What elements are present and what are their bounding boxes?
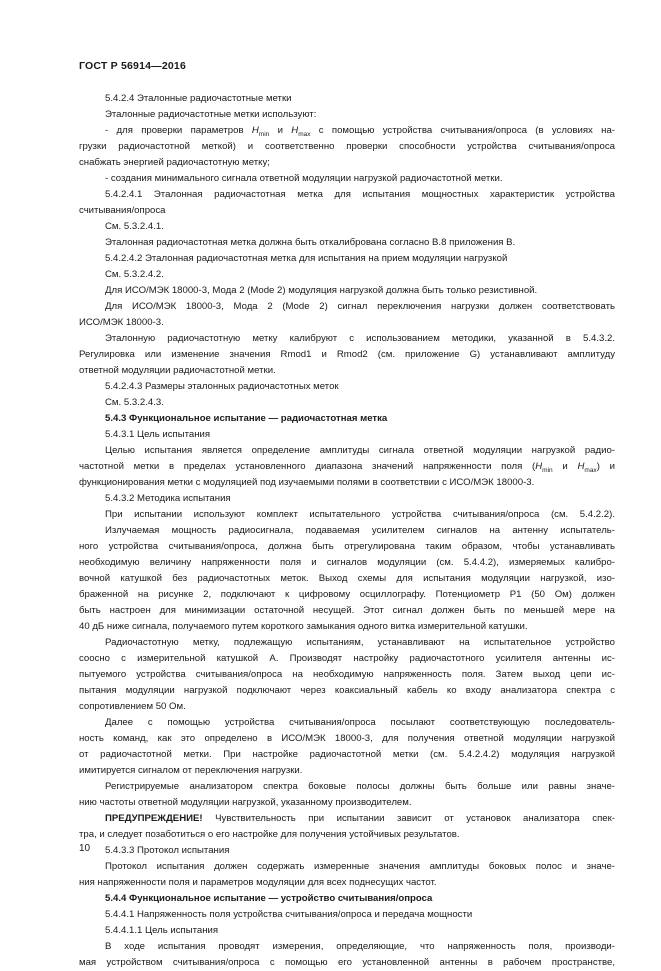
text-line: Целью испытания является определение амплитуды сигнала ответной модуляции нагрузкой радио- xyxy=(105,445,615,456)
text-line: ния напряженности поля и параметров модуляции для всех поднесущих частот. xyxy=(79,877,437,888)
text-line: 5.4.4.1.1 Цель испытания xyxy=(105,925,219,936)
text-line: Эталонную радиочастотную метку калибруют с использованием методики, указанной в 5.4.3.2. xyxy=(105,333,615,344)
text-line: - создания минимального сигнала ответной модуляции нагрузкой радиочастотной метки. xyxy=(105,173,503,184)
text-line: В ходе испытания проводят измерения, определяющие, что напряженность поля, производи- xyxy=(105,941,615,952)
text-line: ного устройства считывания/опроса, должна быть отрегулирована таким образом, чтобы устанавливать xyxy=(79,541,615,552)
text-line: ность команд, как это определено в ИСО/МЭК 18000-3, для получения ответной модуляции нагрузкой xyxy=(79,733,615,744)
text-line: мая устройством считывания/опроса с помощью его установленной антенны в рабочем пространстве, xyxy=(79,957,615,968)
text-line: быть настроен для минимизации остаточной несущей. Этот сигнал должен быть по меньшей мере на xyxy=(79,605,615,616)
text-line: пытания модуляции нагрузкой подключают через коаксиальный кабель ко входу анализатора спектра с xyxy=(79,685,615,696)
text-line: 5.4.3.1 Цель испытания xyxy=(105,429,211,440)
text-line: сопротивлением 50 Ом. xyxy=(79,701,186,712)
text-line: 5.4.2.4 Эталонные радиочастотные метки xyxy=(105,93,292,104)
text-line: ответной модуляции радиочастотной метки. xyxy=(79,365,276,376)
page-number: 10 xyxy=(79,843,91,854)
text-line: снабжать энергией радиочастотную метку; xyxy=(79,157,270,168)
document-body xyxy=(79,91,615,971)
text-line: необходимую величину напряженности поля и сигналов модуляции (см. 5.4.4.2), измеряемых калибро- xyxy=(79,557,615,568)
text-line: пытуемого устройства считывания/опроса на необходимую напряженность поля. Затем выход цепи ис- xyxy=(79,669,615,680)
text-line: 5.4.2.4.3 Размеры эталонных радиочастотных меток xyxy=(105,381,339,392)
text-line: Регистрируемые анализатором спектра боковые полосы должны быть больше или равны значе- xyxy=(105,781,615,792)
text-line: - для проверки параметров $H_{min}$ и $H_{max}$ с помощью устройства считывания/опроса (в условиях на- xyxy=(105,125,615,138)
text-line: 5.4.2.4.2 Эталонная радиочастотная метка для испытания на прием модуляции нагрузкой xyxy=(105,253,508,264)
text-line: При испытании используют комплект испытательного устройства считывания/опроса (см. 5.4.2.2). xyxy=(105,509,615,520)
text-line: Регулировка или изменение значения Rmod1 и Rmod2 (см. приложение G) устанавливают амплитуду xyxy=(79,349,615,360)
text-line: считывания/опроса xyxy=(79,205,166,216)
text-line: функционирования метки с модуляцией под изучаемыми полями в соответствии с ИСО/МЭК 18000-3. xyxy=(79,477,535,488)
text-line: тра, и следует позаботиться о его настройке для получения устойчивых результатов. xyxy=(79,829,460,840)
text-line: Эталонная радиочастотная метка должна быть откалибрована согласно В.8 приложения В. xyxy=(105,237,516,248)
text-line: нию частоты ответной модуляции нагрузкой, указанному производителем. xyxy=(79,797,412,808)
text-line: 5.4.4 Функциональное испытание — устройство считывания/опроса xyxy=(105,893,433,904)
text-line: Для ИСО/МЭК 18000-3, Мода 2 (Mode 2) модуляция нагрузкой должна быть только резистивной. xyxy=(105,285,538,296)
document-header: ГОСТ Р 56914—2016 xyxy=(79,60,187,72)
text-line: грузки радиочастотной меткой) и соответственно проверки способности устройства считывания/опроса xyxy=(79,141,615,152)
text-line: 5.4.3.2 Методика испытания xyxy=(105,493,231,504)
text-line: ИСО/МЭК 18000-3. xyxy=(79,317,164,328)
text-line: См. 5.3.2.4.1. xyxy=(105,221,164,232)
text-line: 40 дБ ниже сигнала, получаемого путем короткого замыкания одного витка измерительной катушки. xyxy=(79,621,528,632)
text-line: 5.4.4.1 Напряженность поля устройства считывания/опроса и передача мощности xyxy=(105,909,473,920)
text-line: Излучаемая мощность радиосигнала, подаваемая усилителем сигналов на антенну испытатель- xyxy=(105,525,615,536)
text-line: браженной на рисунке 2, подключают к цифровому осциллографу. Потенциометр P1 (50 Ом) должен xyxy=(79,589,615,600)
text-line: 5.4.3 Функциональное испытание — радиочастотная метка xyxy=(105,413,388,424)
text-line: частотной метки в пределах установленного диапазона значений напряженности поля ($H_{min}$ и $H_{max}$) и xyxy=(79,461,615,474)
text-line: См. 5.3.2.4.2. xyxy=(105,269,164,280)
text-line: 5.4.3.3 Протокол испытания xyxy=(105,845,230,856)
text-line: См. 5.3.2.4.3. xyxy=(105,397,164,408)
text-line: соосно с измерительной катушкой А. Производят настройку радиочастотного усилителя антенны ис- xyxy=(79,653,615,664)
text-line: Эталонные радиочастотные метки используют: xyxy=(105,109,317,120)
text-line: Радиочастотную метку, подлежащую испытаниям, устанавливают на испытательное устройство xyxy=(105,637,615,648)
text-line: 5.4.2.4.1 Эталонная радиочастотная метка для испытания мощностных характеристик устройства xyxy=(105,189,615,200)
text-line: Для ИСО/МЭК 18000-3, Мода 2 (Mode 2) сигнал переключения нагрузки должен соответствовать xyxy=(105,301,615,312)
text-line: Протокол испытания должен содержать измеренные значения амплитуды боковых полос и значе- xyxy=(105,861,615,872)
text-line: Далее с помощью устройства считывания/опроса посылают соответствующую последователь- xyxy=(105,717,615,728)
text-line: от радиочастотной метки. При настройке радиочастотной метки (см. 5.4.2.4.2) модуляция нагрузкой xyxy=(79,749,615,760)
text-line: ПРЕДУПРЕЖДЕНИЕ! Чувствительность при испытании зависит от установок анализатора спек- xyxy=(105,813,615,824)
text-line: имитируется сигналом от переключения нагрузки. xyxy=(79,765,303,776)
text-line: вочной катушкой без радиочастотных меток. Выход схемы для испытания модуляции нагрузкой, изо- xyxy=(79,573,615,584)
